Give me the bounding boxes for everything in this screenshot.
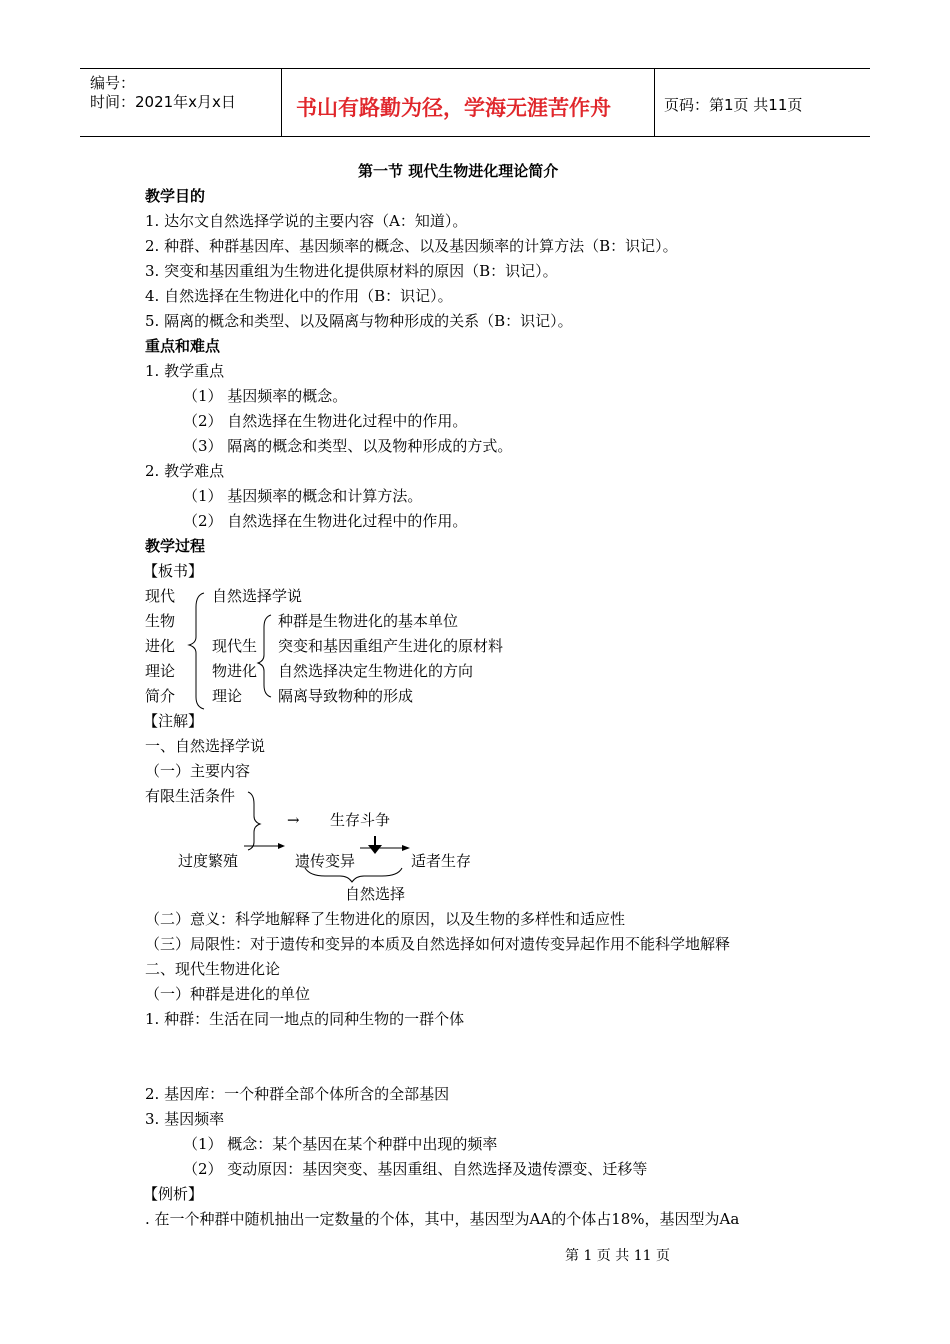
- board-modern-item: 隔离导致物种的形成: [278, 687, 414, 705]
- difficulty-item: （1） 基因频率的概念和计算方法。: [183, 487, 423, 505]
- objectives-heading: 教学目的: [145, 187, 206, 205]
- board-modern-label: 物进化: [212, 662, 258, 680]
- subsection-heading: （二）意义：科学地解释了生物进化的原因，以及生物的多样性和适应性: [145, 910, 626, 928]
- subsection-heading: （三）局限性：对于遗传和变异的本质及自然选择如何对遗传变异起作用不能科学地解释: [145, 935, 731, 953]
- board-modern-label: 理论: [212, 687, 243, 705]
- header-motto: 书山有路勤为径，学海无涯苦作舟: [296, 96, 611, 120]
- board-modern-label: 现代生: [212, 637, 258, 655]
- objective-item: 3. 突变和基因重组为生物进化提供原材料的原因（B：识记）。: [145, 262, 558, 280]
- objective-item: 1. 达尔文自然选择学说的主要内容（A：知道）。: [145, 212, 468, 230]
- board-left-text: 理论: [145, 662, 176, 680]
- board-modern-item: 突变和基因重组产生进化的原材料: [278, 637, 504, 655]
- board-left-text: 生物: [145, 612, 176, 630]
- focus-label: 1. 教学重点: [145, 362, 225, 380]
- focus-item: （2） 自然选择在生物进化过程中的作用。: [183, 412, 468, 430]
- keypoints-heading: 重点和难点: [145, 337, 221, 355]
- diagram-arrow-text: →: [287, 811, 300, 829]
- header-page-code: 页码：第1页 共11页: [664, 96, 803, 114]
- header-date-label: 时间：2021年x月x日: [90, 93, 236, 111]
- board-modern-item: 种群是生物进化的基本单位: [278, 612, 459, 630]
- list-item: 3. 基因频率: [145, 1110, 225, 1128]
- diagram-selection: 自然选择: [345, 885, 406, 903]
- difficulty-label: 2. 教学难点: [145, 462, 225, 480]
- list-subitem: （2） 变动原因：基因突变、基因重组、自然选择及遗传漂变、迁移等: [183, 1160, 648, 1178]
- diagram-connectors: [240, 790, 460, 885]
- board-natural-selection: 自然选择学说: [212, 587, 303, 605]
- diagram-survival: 适者生存: [411, 852, 472, 870]
- notes-label: 【注解】: [143, 712, 204, 730]
- diagram-struggle: 生存斗争: [330, 811, 391, 829]
- board-left-text: 进化: [145, 637, 176, 655]
- document-title: 第一节 现代生物进化理论简介: [358, 162, 559, 180]
- example-text: . 在一个种群中随机抽出一定数量的个体，其中，基因型为AA的个体占18%，基因型为Aa: [145, 1210, 740, 1228]
- list-subitem: （1） 概念：某个基因在某个种群中出现的频率: [183, 1135, 498, 1153]
- section-heading: 二、现代生物进化论: [145, 960, 281, 978]
- example-label: 【例析】: [143, 1185, 204, 1203]
- header-divider-right: [654, 68, 655, 136]
- header-top-rule: [80, 68, 870, 69]
- list-item: 2. 基因库：一个种群全部个体所含的全部基因: [145, 1085, 450, 1103]
- focus-item: （1） 基因频率的概念。: [183, 387, 348, 405]
- subsection-heading: （一）种群是进化的单位: [145, 985, 311, 1003]
- process-heading: 教学过程: [145, 537, 206, 555]
- objective-item: 5. 隔离的概念和类型、以及隔离与物种形成的关系（B：识记）。: [145, 312, 573, 330]
- header-number-label: 编号：: [90, 74, 136, 92]
- section-heading: 一、自然选择学说: [145, 737, 266, 755]
- focus-item: （3） 隔离的概念和类型、以及物种形成的方式。: [183, 437, 513, 455]
- list-item: 1. 种群：生活在同一地点的同种生物的一群个体: [145, 1010, 465, 1028]
- board-left-text: 简介: [145, 687, 176, 705]
- page-footer: 第 1 页 共 11 页: [565, 1248, 670, 1264]
- subsection-heading: （一）主要内容: [145, 762, 251, 780]
- diagram-variation: 遗传变异: [295, 852, 356, 870]
- header-divider-left: [281, 68, 282, 136]
- diagram-overbreeding: 过度繁殖: [178, 852, 239, 870]
- difficulty-item: （2） 自然选择在生物进化过程中的作用。: [183, 512, 468, 530]
- objective-item: 2. 种群、种群基因库、基因频率的概念、以及基因频率的计算方法（B：识记）。: [145, 237, 678, 255]
- board-modern-item: 自然选择决定生物进化的方向: [278, 662, 474, 680]
- diagram-limited-conditions: 有限生活条件: [145, 787, 236, 805]
- header-bottom-rule: [80, 136, 870, 137]
- board-label: 【板书】: [143, 562, 204, 580]
- board-left-text: 现代: [145, 587, 176, 605]
- objective-item: 4. 自然选择在生物进化中的作用（B：识记）。: [145, 287, 453, 305]
